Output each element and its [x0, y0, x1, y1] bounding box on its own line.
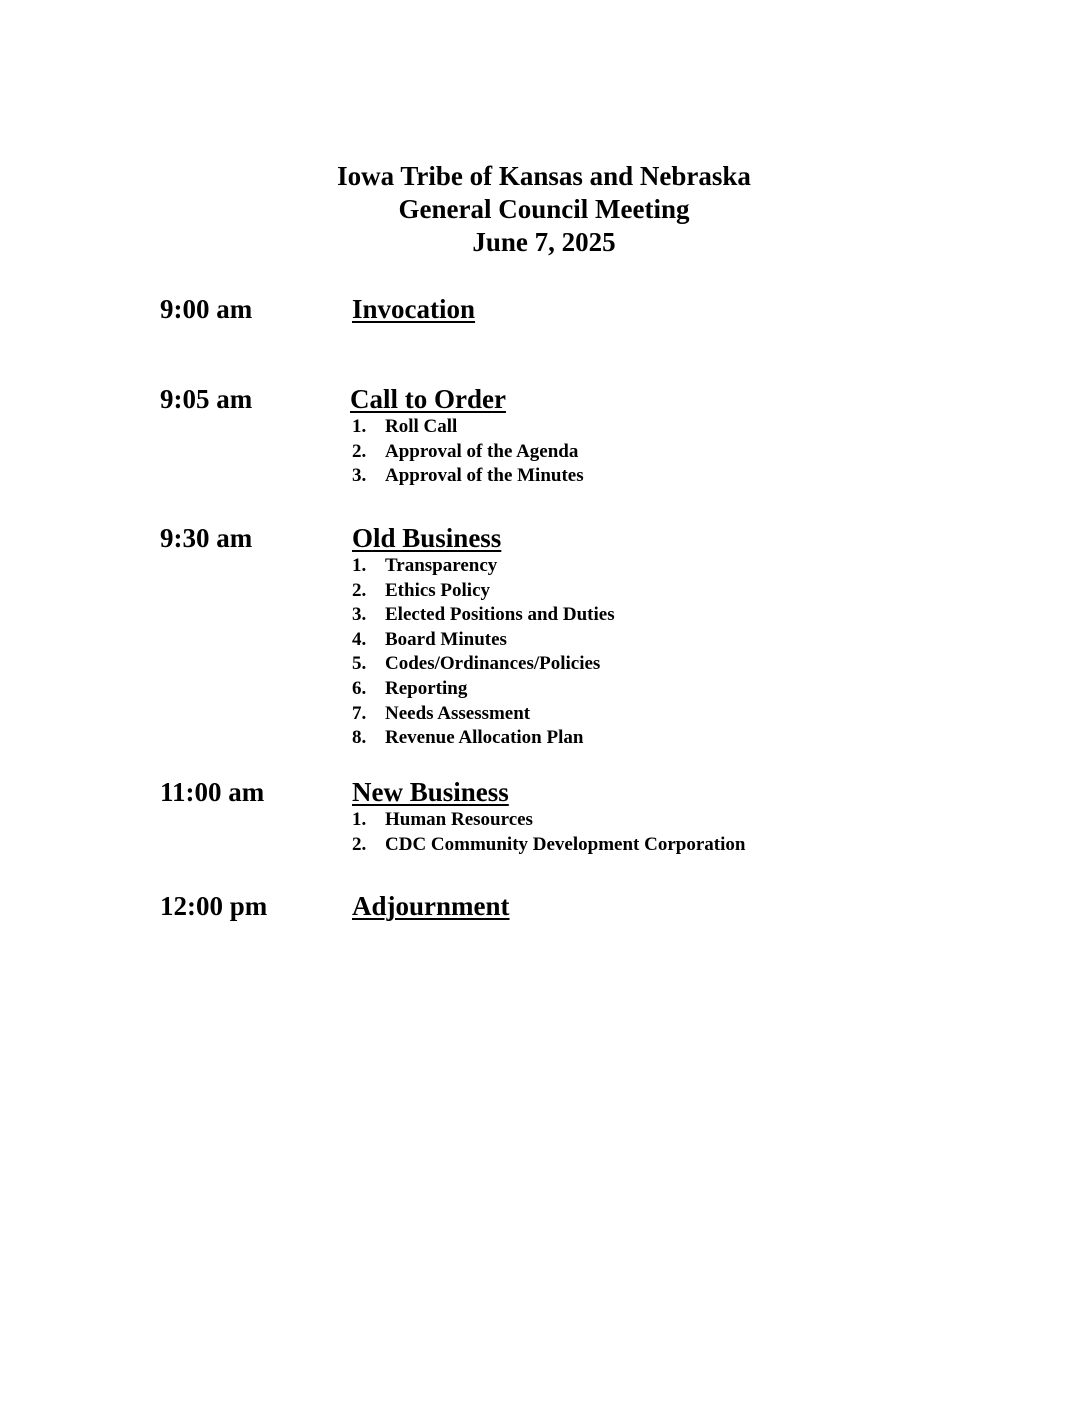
agenda-title: Invocation	[352, 294, 476, 324]
list-item	[352, 554, 615, 579]
item-text: Elected Positions and Duties	[385, 604, 615, 626]
item-text: Approval of the Minutes	[385, 465, 584, 487]
list-item	[352, 579, 615, 604]
agenda-item-list	[352, 554, 615, 751]
item-text: Ethics Policy	[385, 579, 491, 601]
agenda-title: Call to Order	[350, 384, 506, 414]
item-number: 1.	[352, 416, 367, 437]
item-text: Transparency	[385, 555, 498, 576]
agenda-time: 12:00 pm	[160, 891, 268, 921]
list-item	[352, 464, 584, 489]
item-text: Human Resources	[385, 809, 533, 830]
item-number: 5.	[352, 653, 367, 675]
item-text: Revenue Allocation Plan	[385, 727, 584, 749]
item-text: Reporting	[385, 677, 468, 699]
item-number: 8.	[352, 727, 367, 749]
list-item	[352, 628, 615, 653]
document-header	[0, 160, 1088, 259]
agenda-time: 9:00 am	[160, 294, 253, 324]
agenda-item-list	[352, 808, 745, 857]
item-text: Roll Call	[385, 416, 458, 437]
list-item	[352, 677, 615, 702]
list-item	[352, 808, 745, 833]
agenda-time: 11:00 am	[160, 777, 265, 807]
item-number: 3.	[352, 604, 367, 626]
item-text: Approval of the Agenda	[385, 440, 579, 462]
list-item	[352, 603, 615, 628]
item-number: 6.	[352, 677, 367, 699]
item-number: 1.	[352, 555, 367, 576]
meeting-date: June 7, 2025	[472, 227, 616, 257]
item-text: Codes/Ordinances/Policies	[385, 653, 601, 675]
item-number: 2.	[352, 440, 367, 462]
item-number: 1.	[352, 809, 367, 830]
agenda-title: New Business	[352, 777, 509, 807]
item-number: 7.	[352, 702, 367, 724]
item-text: Board Minutes	[385, 628, 507, 650]
list-item	[352, 702, 615, 727]
agenda-title: Old Business	[352, 523, 502, 553]
list-item	[352, 726, 615, 751]
list-item	[352, 415, 584, 440]
list-item	[352, 833, 745, 858]
item-number: 3.	[352, 465, 367, 487]
agenda-time: 9:30 am	[160, 523, 253, 553]
item-text: Needs Assessment	[385, 702, 531, 724]
list-item	[352, 440, 584, 465]
item-text: CDC Community Development Corporation	[385, 833, 746, 855]
agenda-title: Adjournment	[352, 891, 510, 921]
item-number: 2.	[352, 833, 367, 855]
agenda-time: 9:05 am	[160, 384, 253, 414]
list-item	[352, 652, 615, 677]
meeting-name: General Council Meeting	[398, 194, 690, 224]
item-number: 2.	[352, 579, 367, 601]
agenda-item-list	[352, 415, 584, 489]
organization-name: Iowa Tribe of Kansas and Nebraska	[337, 161, 751, 191]
item-number: 4.	[352, 628, 367, 650]
